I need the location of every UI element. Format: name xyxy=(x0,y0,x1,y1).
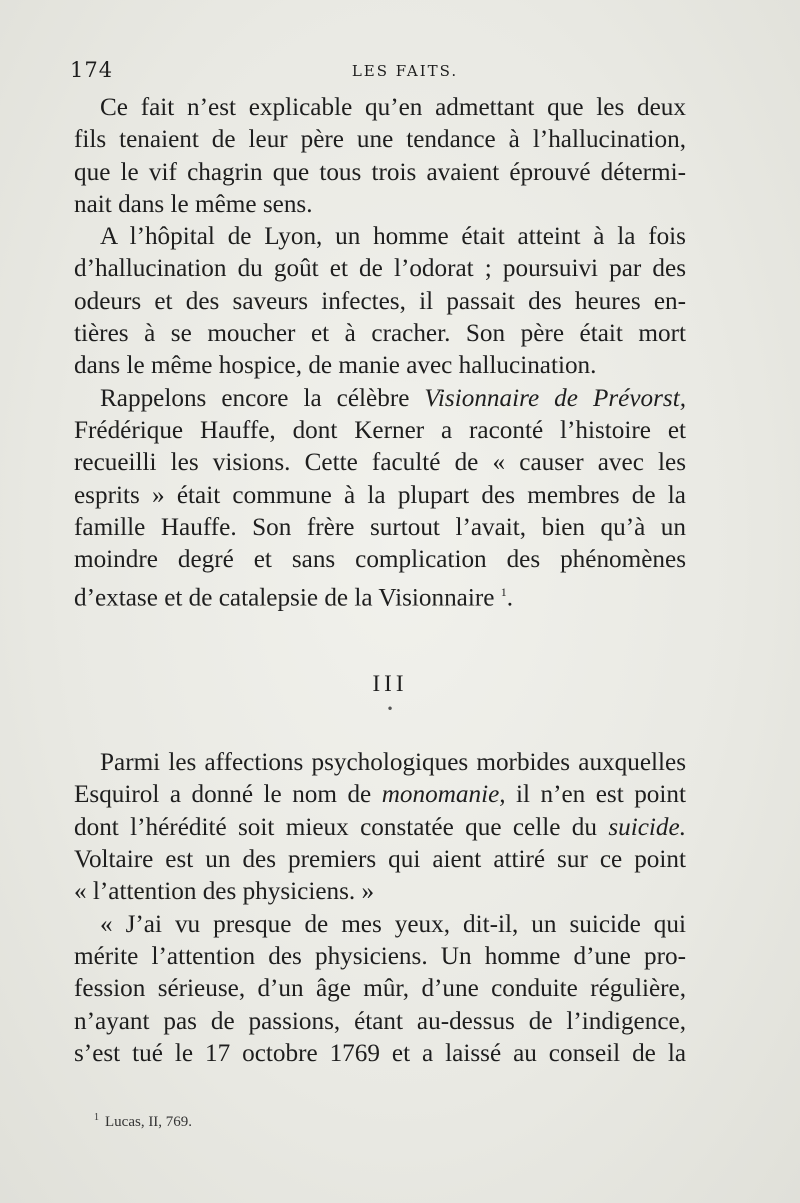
section-heading: III xyxy=(372,671,408,697)
footnote-mark: 1 xyxy=(94,1112,99,1123)
spacer xyxy=(74,615,686,669)
body-text xyxy=(74,92,686,1070)
italic-term: suicide. xyxy=(608,813,686,841)
text-line: que le vif chagrin que tous trois avaient éprouvé détermi- xyxy=(74,158,686,186)
section-ornament: • xyxy=(386,702,394,717)
text-line: A l’hôpital de Lyon, un homme était atteint à la fois xyxy=(100,223,686,251)
spacer xyxy=(74,719,686,747)
footnote-reference[interactable]: 1 xyxy=(500,585,507,600)
paragraph xyxy=(74,909,686,1070)
text-line xyxy=(74,812,686,844)
text-line: moindre degré et sans complication des phénomènes xyxy=(74,546,686,574)
paragraph xyxy=(74,92,686,221)
footnote xyxy=(94,1112,192,1131)
text-line: odeurs et des saveurs infectes, il passait des heures en- xyxy=(74,287,686,315)
text-line: nait dans le même sens. xyxy=(74,190,313,218)
text-run: dont l’hérédité soit mieux constatée que celle du xyxy=(74,813,609,841)
text-line: esprits » était commune à la plupart des membres de la xyxy=(74,481,686,509)
page-number: 174 xyxy=(70,58,114,82)
text-line: n’ayant pas de passions, étant au-dessus de l’indigence, xyxy=(74,1007,686,1035)
running-title: LES FAITS. xyxy=(351,62,459,80)
text-run: Rappelons encore la célèbre xyxy=(100,384,425,412)
text-line: « l’attention des physiciens. » xyxy=(74,878,375,906)
text-line: Ce fait n’est explicable qu’en admettant que les deux xyxy=(100,94,686,121)
text-line xyxy=(74,383,686,415)
italic-term: monomanie, xyxy=(381,781,506,809)
text-line: dans le même hospice, de manie avec hallucination. xyxy=(74,352,597,380)
text-run: il n’en est point xyxy=(505,781,686,809)
text-line: s’est tué le 17 octobre 1769 et a laissé au conseil de la xyxy=(74,1039,686,1067)
text-line: Parmi les affections psychologiques morbides auxquelles xyxy=(100,749,686,777)
text-line: recueilli les visions. Cette faculté de « causer avec les xyxy=(74,449,686,477)
text-line: fession sérieuse, d’un âge mûr, d’une conduite régulière, xyxy=(74,975,686,1003)
text-line: d’hallucination du goût et de l’odorat ; poursuivi par des xyxy=(74,255,686,283)
text-line: « J’ai vu presque de mes yeux, dit-il, un suicide qui xyxy=(100,910,686,938)
text-run: . xyxy=(506,584,514,612)
text-line xyxy=(74,576,686,615)
paragraph xyxy=(74,383,686,615)
text-line: fils tenaient de leur père une tendance à l’hallucination, xyxy=(74,126,686,154)
page-header xyxy=(70,58,690,88)
text-line: Voltaire est un des premiers qui aient attiré sur ce point xyxy=(74,846,686,874)
paragraph xyxy=(74,221,686,382)
italic-title: Visionnaire de Prévorst, xyxy=(424,384,686,412)
text-line: tières à se moucher et à cracher. Son père était mort xyxy=(74,320,686,348)
text-run: Esquirol a donné le nom de xyxy=(74,781,382,809)
text-line xyxy=(74,779,686,811)
text-line: mérite l’attention des physiciens. Un homme d’une pro- xyxy=(74,942,686,970)
text-line: famille Hauffe. Son frère surtout l’avait, bien qu’à un xyxy=(74,513,686,541)
footnote-text: Lucas, II, 769. xyxy=(105,1114,193,1130)
paragraph xyxy=(74,747,686,908)
text-line: Frédérique Hauffe, dont Kerner a raconté l’histoire et xyxy=(74,416,686,444)
text-run: d’extase et de catalepsie de la Visionnaire xyxy=(74,584,495,612)
